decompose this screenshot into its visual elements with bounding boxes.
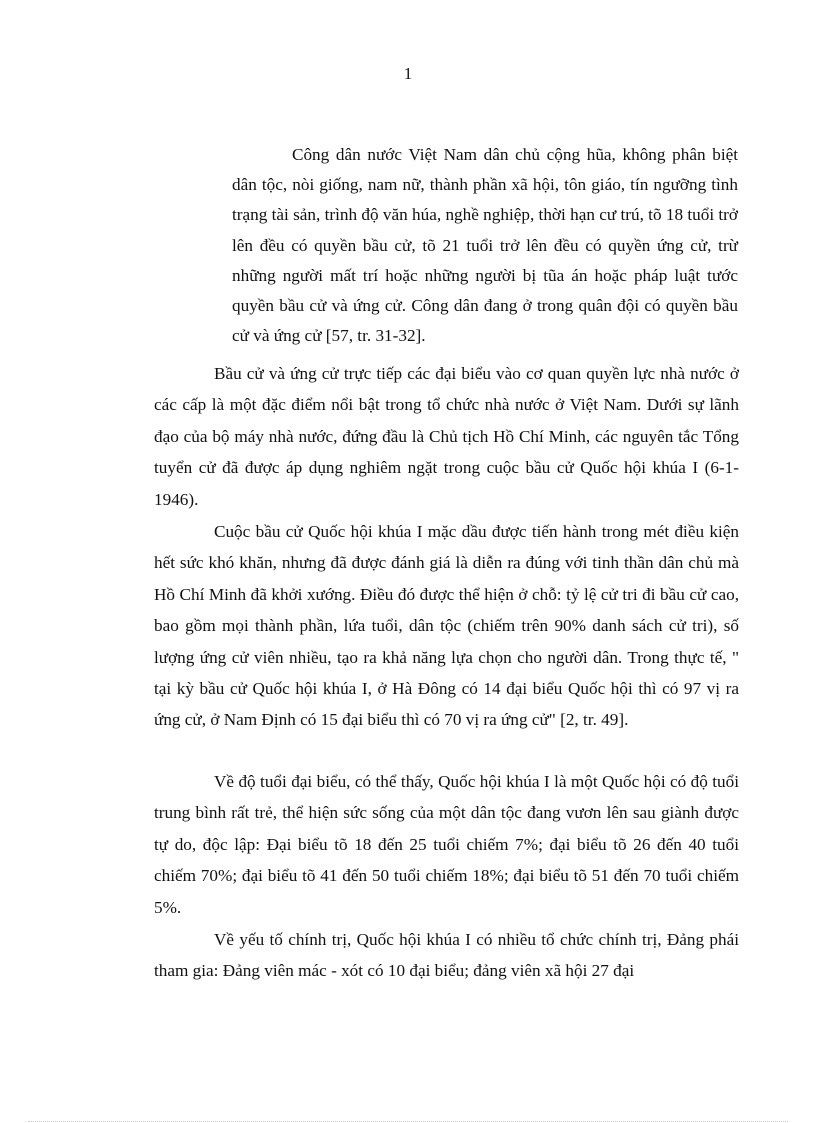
- paragraph: Bầu cử và ứng cử trực tiếp các đại biểu vào cơ quan quyền lực nhà nước ở các cấp là một đặc điểm nổi bật trong tổ chức nhà nước ở Việt Nam. Dưới sự lãnh đạo của bộ máy nhà nước, đứng đầu là Chủ tịch Hồ Chí Minh, các nguyên tắc Tổng tuyển cử đã được áp dụng nghiêm ngặt trong cuộc bầu cử Quốc hội khúa I (6-1-1946).: [154, 364, 739, 509]
- paragraph: Về yếu tố chính trị, Quốc hội khúa I có nhiều tổ chức chính trị, Đảng phái tham gia: Đảng viên mác - xót có 10 đại biểu; đảng viên xã hội 27 đại: [154, 930, 739, 981]
- paragraph: Về độ tuổi đại biểu, có thể thấy, Quốc hội khúa I là một Quốc hội có độ tuổi trung bình rất trẻ, thể hiện sức sống của một dân tộc đang vươn lên sau giành được tự do, độc lập: Đại biểu tõ 18 đến 25 tuổi chiếm 7%; đại biểu tõ 26 đến 40 tuổi chiếm 70%; đại biểu tõ 41 đến 50 tuổi chiếm 18%; đại biểu tõ 51 đến 70 tuổi chiếm 5%.: [154, 772, 739, 917]
- page-number: 1: [403, 64, 413, 83]
- page-bottom-divider: [28, 1121, 788, 1122]
- block-quote: Công dân nước Việt Nam dân chủ cộng hũa, không phân biệt dân tộc, nòi giống, nam nữ, thành phần xã hội, tôn giáo, tín ngưỡng tình trạng tài sản, trình độ văn húa, nghề nghiệp, thời hạn cư trú, tõ 18 tuổi trở lên đều có quyền bầu cử, tõ 21 tuổi trở lên đều có quyền ứng cử, trừ những người mất trí hoặc những người bị tũa án hoặc pháp luật tước quyền bầu cử và ứng cử. Công dân đang ở trong quân đội có quyền bầu cử và ứng cử [57, tr. 31-32].: [232, 145, 738, 346]
- paragraph: Cuộc bầu cử Quốc hội khúa I mặc dầu được tiến hành trong mét điều kiện hết sức khó khăn, nhưng đã được đánh giá là diễn ra đúng với tinh thần dân chủ mà Hồ Chí Minh đã khởi xướng. Điều đó được thể hiện ở chỗ: tỷ lệ cử tri đi bầu cử cao, bao gồm mọi thành phần, lứa tuổi, dân tộc (chiếm trên 90% danh sách cử tri), số lượng ứng cử viên nhiều, tạo ra khả năng lựa chọn cho người dân. Trong thực tế, " tại kỳ bầu cử Quốc hội khúa I, ở Hà Đông có 14 đại biểu Quốc hội thì có 97 vị ra ứng cử, ở Nam Định có 15 đại biểu thì có 70 vị ra ứng cử" [2, tr. 49].: [154, 522, 739, 730]
